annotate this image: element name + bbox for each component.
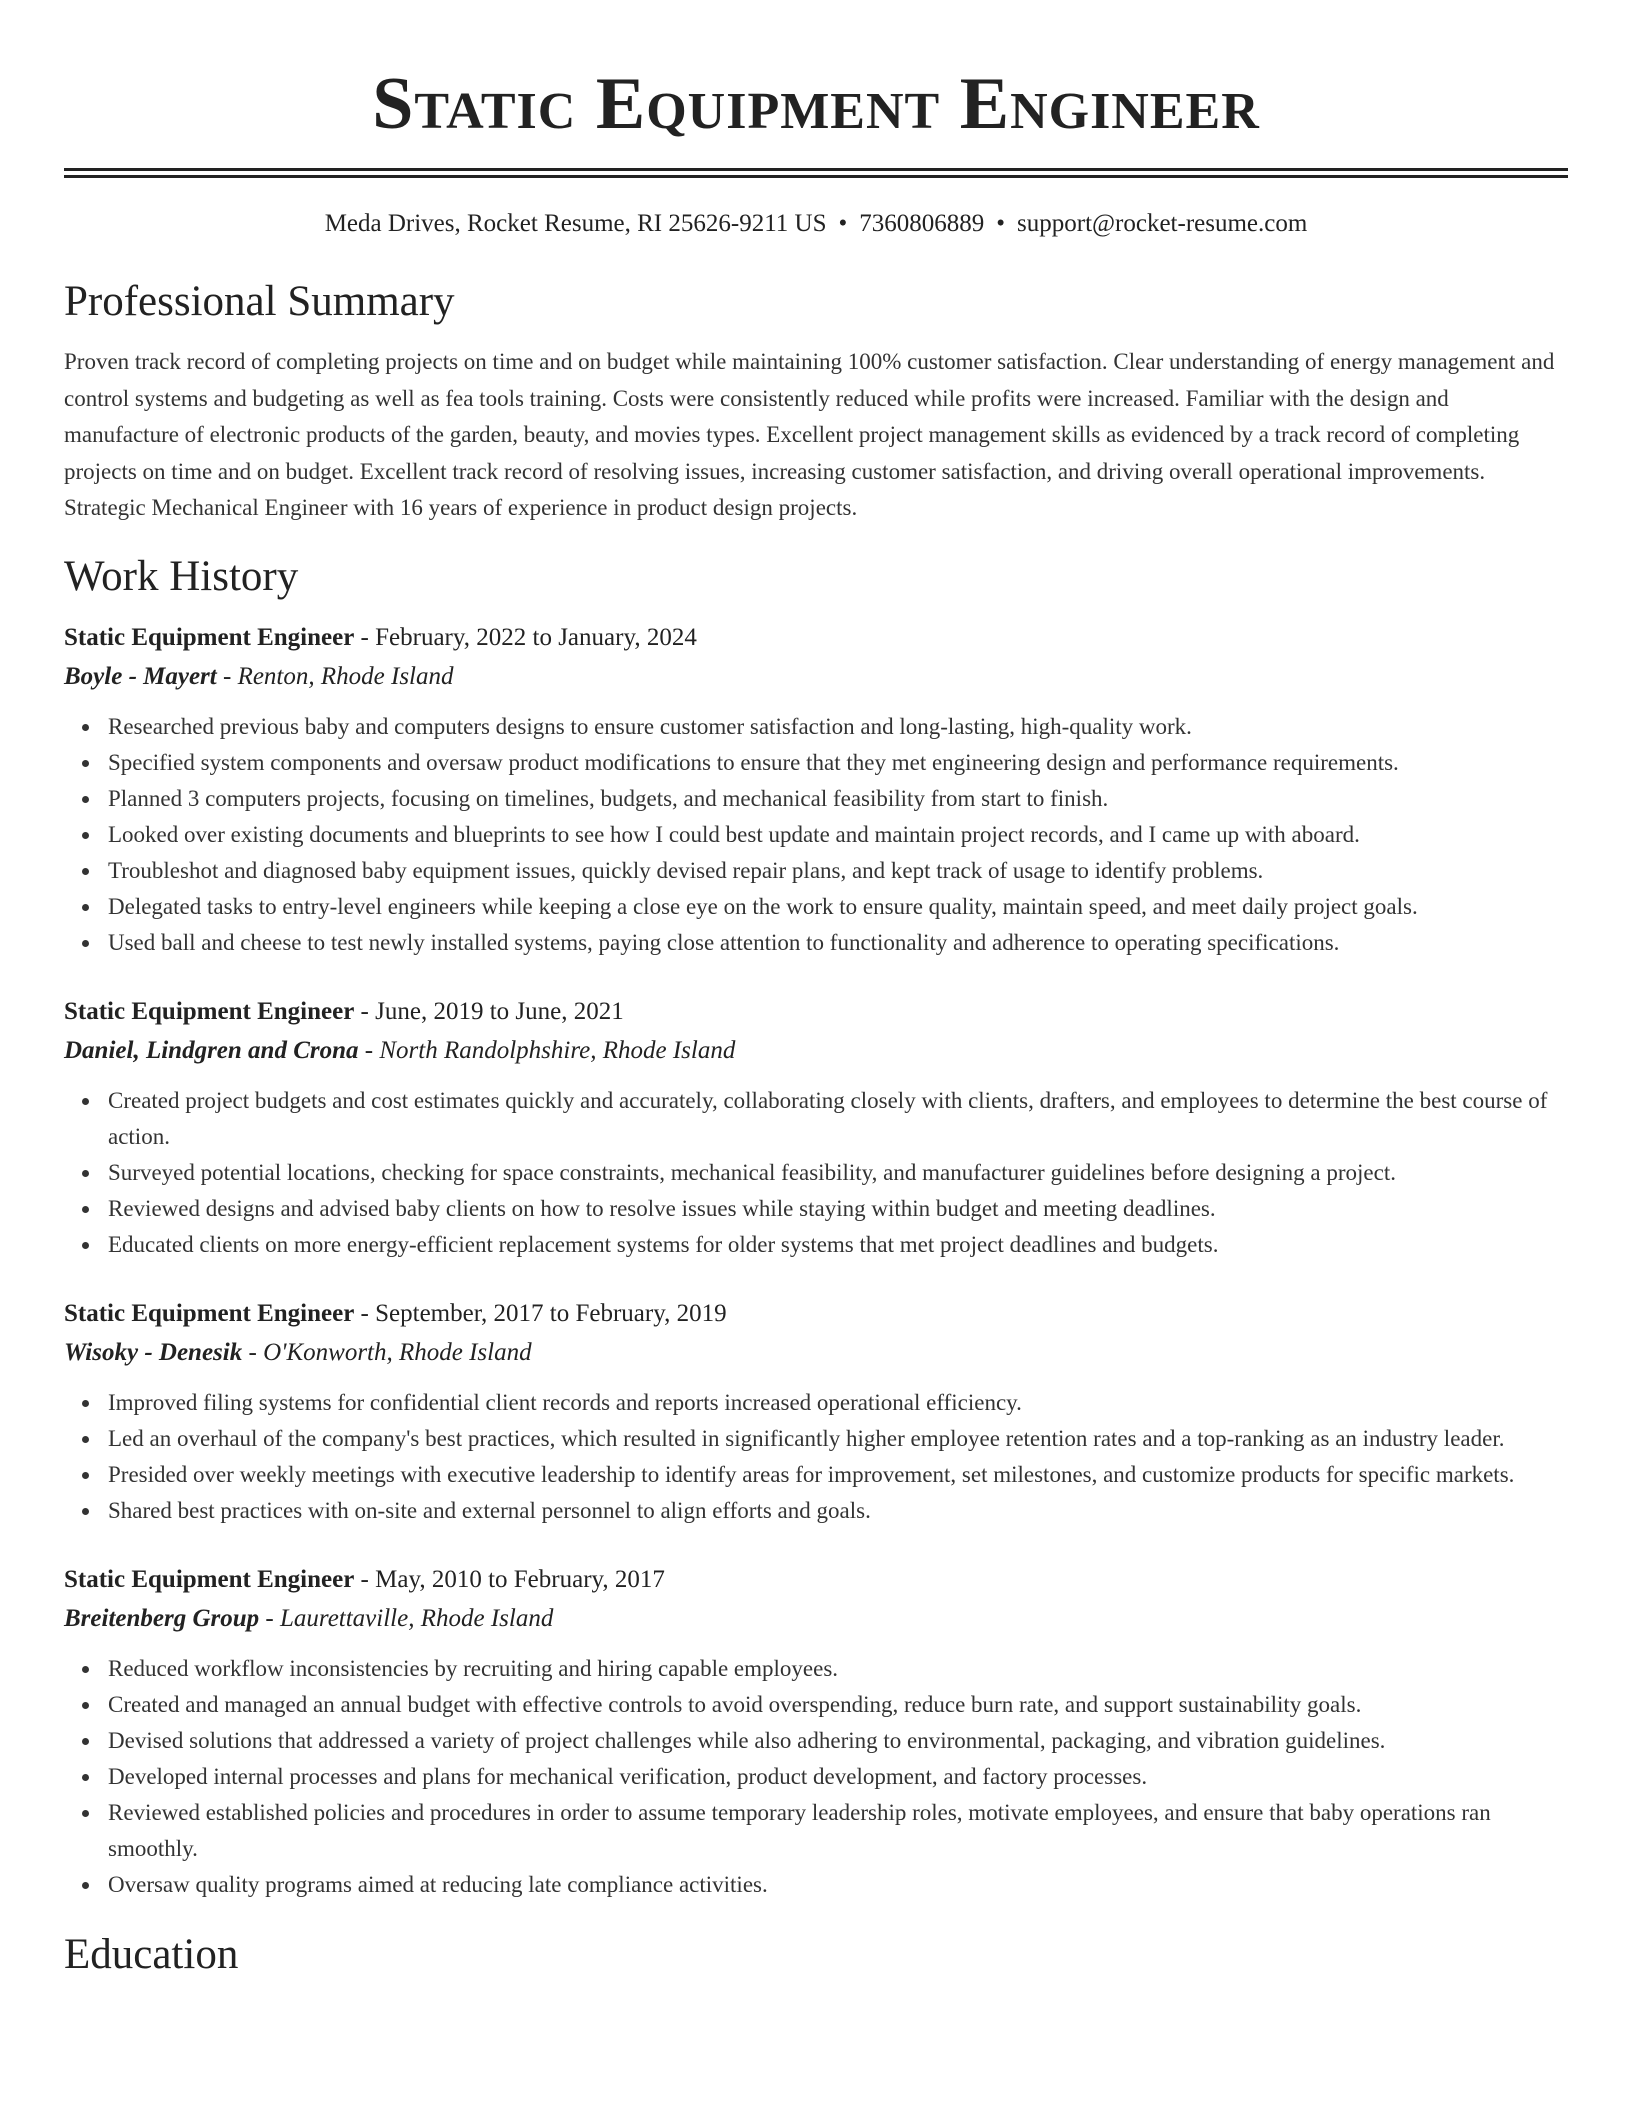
job-title-line	[64, 1295, 1568, 1333]
work-history-list	[64, 619, 1568, 1903]
job-bullet: Improved filing systems for confidential client records and reports increased operational efficiency.	[108, 1385, 1568, 1421]
contact-line	[64, 208, 1568, 240]
company-name: Breitenberg Group	[64, 1604, 260, 1632]
dash-separator: -	[354, 997, 376, 1025]
job-bullet: Created project budgets and cost estimates quickly and accurately, collaborating closely with clients, drafters, and employees to determine the best course of action.	[108, 1083, 1568, 1155]
job-entry	[64, 1561, 1568, 1903]
contact-separator: •	[838, 210, 848, 237]
company-location: Laurettaville, Rhode Island	[279, 1604, 554, 1632]
job-bullet: Presided over weekly meetings with executive leadership to identify areas for improvement, set milestones, and customize products for specific markets.	[108, 1457, 1568, 1493]
contact-phone: 7360806889	[859, 210, 985, 237]
section-heading-work-history: Work History	[64, 552, 299, 600]
job-bullet: Reviewed established policies and procedures in order to assume temporary leadership roles, motivate employees, and ensure that baby operations ran smoothly.	[108, 1795, 1568, 1867]
section-heading-summary: Professional Summary	[64, 278, 455, 325]
job-bullet: Researched previous baby and computers designs to ensure customer satisfaction and long-lasting, high-quality work.	[108, 709, 1568, 745]
job-entry	[64, 1295, 1568, 1529]
job-title: Static Equipment Engineer	[64, 997, 355, 1025]
resume-name: Static Equipment Engineer	[372, 63, 1260, 145]
job-title: Static Equipment Engineer	[64, 1565, 355, 1593]
dash-separator: -	[354, 623, 376, 651]
job-bullet: Looked over existing documents and blueprints to see how I could best update and maintain project records, and I came up with aboard.	[108, 817, 1568, 853]
job-bullet: Oversaw quality programs aimed at reducing late compliance activities.	[108, 1867, 1568, 1903]
job-bullet: Devised solutions that addressed a variety of project challenges while also adhering to environmental, packaging, and vibration guidelines.	[108, 1723, 1568, 1759]
job-title: Static Equipment Engineer	[64, 623, 355, 651]
dash-separator: -	[354, 1565, 376, 1593]
dash-separator: -	[242, 1338, 264, 1366]
job-bullet: Shared best practices with on-site and external personnel to align efforts and goals.	[108, 1493, 1568, 1529]
job-bullet: Delegated tasks to entry-level engineers while keeping a close eye on the work to ensure quality, maintain speed, and meet daily project goals.	[108, 889, 1568, 925]
job-title: Static Equipment Engineer	[64, 1299, 355, 1327]
company-name: Daniel, Lindgren and Crona	[64, 1036, 359, 1064]
dash-separator: -	[259, 1604, 280, 1632]
job-bullet-list	[64, 1651, 1568, 1903]
job-bullet: Reviewed designs and advised baby clients on how to resolve issues while staying within budget and meeting deadlines.	[108, 1191, 1568, 1227]
company-name: Boyle - Mayert	[64, 662, 217, 690]
job-bullet: Used ball and cheese to test newly installed systems, paying close attention to functionality and adherence to operating specifications.	[108, 925, 1568, 961]
job-bullet: Led an overhaul of the company's best practices, which resulted in significantly higher employee retention rates and a top-ranking as an industry leader.	[108, 1421, 1568, 1457]
job-entry	[64, 619, 1568, 961]
job-bullet: Created and managed an annual budget with effective controls to avoid overspending, reduce burn rate, and support sustainability goals.	[108, 1687, 1568, 1723]
double-rule-divider	[64, 168, 1568, 178]
job-bullet: Developed internal processes and plans for mechanical verification, product development, and factory processes.	[108, 1759, 1568, 1795]
contact-email: support@rocket-resume.com	[1017, 210, 1308, 237]
job-bullet-list	[64, 709, 1568, 961]
job-bullet: Planned 3 computers projects, focusing on timelines, budgets, and mechanical feasibility from start to finish.	[108, 781, 1568, 817]
section-heading-education: Education	[64, 1930, 239, 1978]
job-bullet: Surveyed potential locations, checking for space constraints, mechanical feasibility, and manufacturer guidelines before designing a project.	[108, 1155, 1568, 1191]
contact-address: Meda Drives, Rocket Resume, RI 25626-9211 US	[324, 210, 827, 237]
contact-separator: •	[996, 210, 1006, 237]
dash-separator: -	[358, 1036, 380, 1064]
job-bullet: Educated clients on more energy-efficient replacement systems for older systems that met project deadlines and budgets.	[108, 1227, 1568, 1263]
job-title-line	[64, 619, 1568, 657]
job-bullet: Specified system components and oversaw product modifications to ensure that they met engineering design and performance requirements.	[108, 745, 1568, 781]
company-location: North Randolphshire, Rhode Island	[379, 1036, 736, 1064]
job-dates: June, 2019 to June, 2021	[375, 997, 624, 1025]
job-entry	[64, 993, 1568, 1263]
company-line	[64, 657, 1568, 697]
job-bullet-list	[64, 1385, 1568, 1529]
job-bullet: Reduced workflow inconsistencies by recruiting and hiring capable employees.	[108, 1651, 1568, 1687]
job-dates: February, 2022 to January, 2024	[375, 623, 697, 651]
company-name: Wisoky - Denesik	[64, 1338, 243, 1366]
job-dates: May, 2010 to February, 2017	[375, 1565, 665, 1593]
company-line	[64, 1031, 1568, 1071]
dash-separator: -	[216, 662, 238, 690]
job-dates: September, 2017 to February, 2019	[375, 1299, 727, 1327]
summary-paragraph: Proven track record of completing projects on time and on budget while maintaining 100% customer satisfaction. Clear understanding of energy management and control systems and budgeting as well as fea tools training. Costs were consistently reduced while profits were increased. Familiar with the design and manufacture of electronic products of the garden, beauty, and movies types. Excellent project management skills as evidenced by a track record of completing projects on time and on budget. Excellent track record of resolving issues, increasing customer satisfaction, and driving overall operational improvements. Strategic Mechanical Engineer with 16 years of experience in product design projects.	[64, 349, 1555, 520]
job-title-line	[64, 993, 1568, 1031]
company-line	[64, 1333, 1568, 1373]
job-title-line	[64, 1561, 1568, 1599]
job-bullet: Troubleshot and diagnosed baby equipment issues, quickly devised repair plans, and kept track of usage to identify problems.	[108, 853, 1568, 889]
company-location: Renton, Rhode Island	[237, 662, 454, 690]
company-location: O'Konworth, Rhode Island	[263, 1338, 532, 1366]
job-bullet-list	[64, 1083, 1568, 1263]
resume-page	[64, 0, 1568, 1981]
dash-separator: -	[354, 1299, 376, 1327]
company-line	[64, 1599, 1568, 1639]
